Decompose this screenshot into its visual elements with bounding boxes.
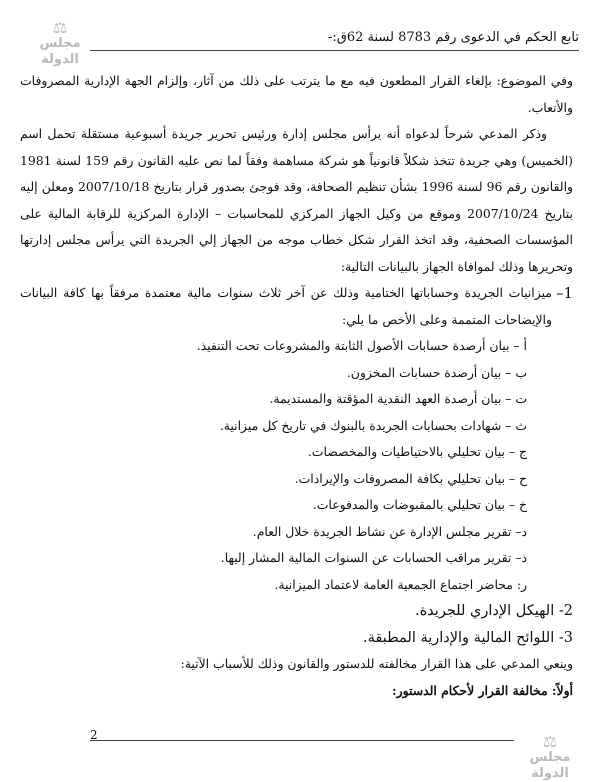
page-number: 2	[90, 728, 98, 742]
list-item-text: ميزانيات الجريدة وحساباتها الختامية وذلك عن آخر ثلاث سنوات مالية معتمدة مرفقاً بها كافة البيانات والإيضاحات المتممة وعلى الأخص ما يلي:	[20, 285, 552, 327]
sub-item: خ – بيان تحليلي بالمقبوضات والمدفوعات.	[312, 497, 527, 512]
sub-item: ث – شهادات بحسابات الجريدة بالبنوك في تاريخ كل ميزانية.	[219, 417, 527, 433]
sub-item: ر: محاضر اجتماع الجمعية العامة لاعتماد الميزانية.	[274, 576, 527, 592]
footer-divider	[90, 740, 514, 741]
list-item-3: 3- اللوائح المالية والإدارية المطبقة.	[363, 629, 573, 646]
list-item-2: 2- الهيكل الإداري للجريدة.	[414, 603, 573, 619]
list-item-number: 1–	[555, 284, 573, 302]
sub-item: ت – بيان أرصدة العهد النقدية المؤقتة والمستديمة.	[269, 391, 527, 406]
council-logo-footer	[510, 732, 590, 781]
paragraph-facts: وذكر المدعي شرحاً لدعواه أنه يرأس مجلس إدارة ورئيس تحرير جريدة أسبوعية مستقلة تحمل اسم (الخميس) وهي جريدة تتخذ شكلاً قانونياً هو شركة مساهمة وفقاً لما نص عليه القانون رقم 159 لسنة 1981 والقانون رقم 96 لسنة 1996 بشأن تنظيم الصحافة، وقد فوجئ بصدور قرار بتاريخ 2007/10/18 ومعلن إليه بتاريخ 2007/10/24 وموقع من وكيل الجهاز المركزي للمحاسبات – الإدارة المركزية للرقابة المالية على المؤسسات الصحفية، وقد اتخذ القرار شكل خطاب موجه من الجهاز إلي الجريدة التي يرأس مجلس إدارتها وتحريرها وذلك لموافاة الجهاز بالبيانات التالية:	[20, 126, 573, 274]
header-divider	[90, 50, 579, 51]
page-header-title: تابع الحكم في الدعوى رقم 8783 لسنة 62ق:-	[327, 30, 579, 45]
sub-item: ب – بيان أرصدة حسابات المخزون.	[346, 364, 527, 380]
sub-item: د– تقرير مجلس الإدارة عن نشاط الجريدة خلال العام.	[252, 523, 527, 539]
paragraph-ruling: وفي الموضوع: بإلغاء القرار المطعون فيه مع ما يترتب على ذلك من آثار، وإلزام الجهة الإدارية المصروفات والأتعاب.	[20, 73, 573, 115]
sub-item: ح – بيان تحليلي بكافة المصروفات والإيرادات.	[294, 470, 527, 486]
list-item-1	[20, 280, 573, 333]
logo-text: مجلس الدولة	[39, 36, 81, 67]
section-heading-constitution: أولاً: مخالفة القرار لأحكام الدستور:	[392, 682, 573, 698]
sub-item: ج – بيان تحليلي بالاحتياطيات والمخصصات.	[307, 444, 527, 459]
sub-item: أ – بيان أرصدة حسابات الأصول الثابتة والمشروعات تحت التنفيذ.	[196, 338, 527, 353]
paragraph-grounds: وينعي المدعي على هذا القرار مخالفته للدستور والقانون وذلك للأسباب الآتية:	[180, 656, 573, 671]
document-body	[20, 68, 573, 704]
scales-icon: ⚖	[542, 732, 558, 751]
scales-icon: ⚖	[52, 18, 68, 37]
logo-text: مجلس الدولة	[529, 750, 571, 781]
sub-item: ذ– تقرير مراقب الحسابات عن السنوات المالية المشار إليها.	[220, 550, 527, 565]
council-logo	[20, 18, 100, 67]
